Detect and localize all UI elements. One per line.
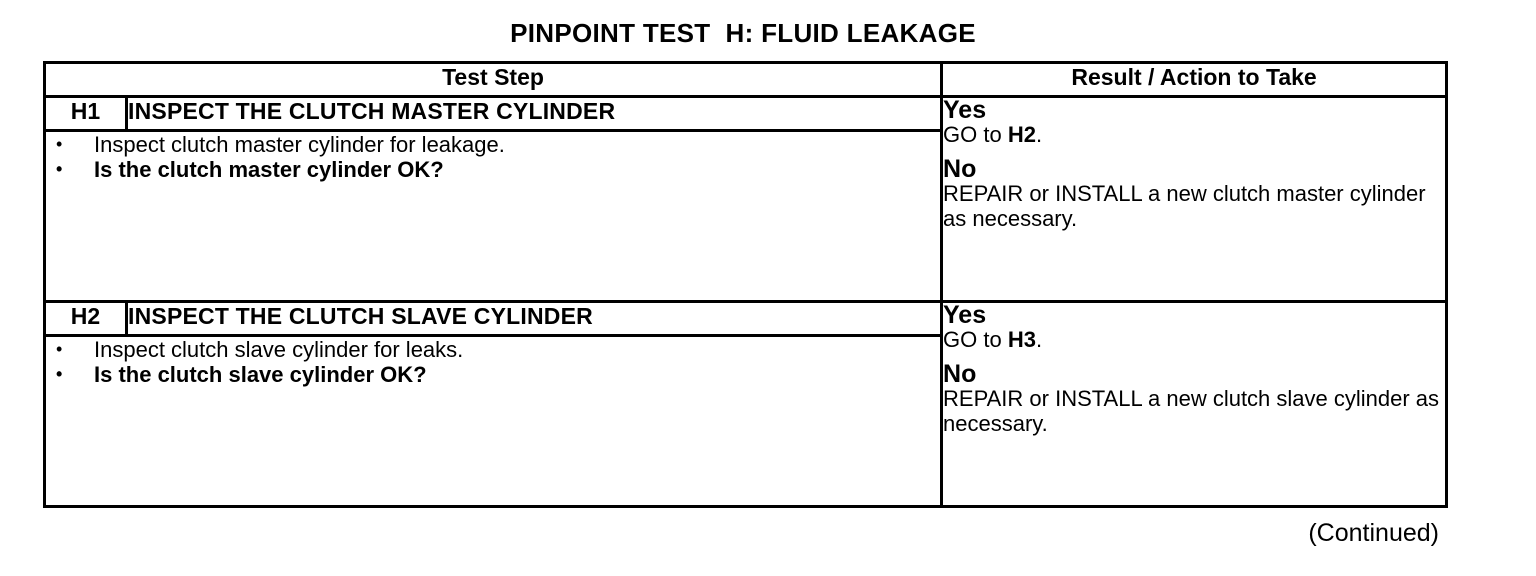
result-header: Result / Action to Take	[942, 63, 1447, 97]
step-result	[942, 302, 1447, 507]
yes-label: Yes	[943, 96, 987, 124]
instruction-text: Inspect clutch master cylinder for leakage.	[94, 132, 505, 157]
table-header-row	[45, 63, 1447, 97]
question-text: Is the clutch master cylinder OK?	[94, 157, 444, 182]
question-text: Is the clutch slave cylinder OK?	[94, 362, 427, 387]
no-action: REPAIR or INSTALL a new clutch slave cylinder as necessary.	[943, 386, 1440, 436]
step-id: H2	[45, 302, 127, 336]
no-action: REPAIR or INSTALL a new clutch master cylinder as necessary.	[943, 181, 1426, 231]
no-label: No	[943, 360, 977, 388]
step-body	[45, 131, 942, 302]
yes-action-text: GO to	[943, 122, 1008, 147]
yes-action	[943, 122, 1445, 147]
yes-action-suffix: .	[1035, 122, 1043, 147]
bullet-icon: •	[56, 364, 63, 384]
step-title: INSPECT THE CLUTCH MASTER CYLINDER	[127, 97, 942, 131]
yes-label: Yes	[943, 301, 987, 329]
no-label: No	[943, 155, 977, 183]
step-title: INSPECT THE CLUTCH SLAVE CYLINDER	[127, 302, 942, 336]
pinpoint-test-table	[43, 61, 1448, 508]
instruction-item	[46, 132, 940, 157]
bullet-icon: •	[56, 339, 63, 359]
step-instructions	[46, 337, 940, 387]
step-result	[942, 97, 1447, 302]
instruction-text: Inspect clutch slave cylinder for leaks.	[94, 337, 464, 362]
bullet-icon: •	[56, 159, 63, 179]
step-title-row	[45, 97, 1447, 131]
yes-action-target: H2	[1007, 122, 1036, 147]
step-instructions	[46, 132, 940, 182]
step-body	[45, 336, 942, 507]
instruction-item	[46, 337, 940, 362]
yes-action-text: GO to	[943, 327, 1008, 352]
continued-note: (Continued)	[1308, 519, 1439, 547]
step-id: H1	[45, 97, 127, 131]
yes-action-target: H3	[1007, 327, 1036, 352]
test-step-header: Test Step	[45, 63, 942, 97]
instruction-question	[46, 362, 940, 387]
page-title: PINPOINT TEST H: FLUID LEAKAGE	[510, 18, 976, 48]
bullet-icon: •	[56, 134, 63, 154]
yes-action-suffix: .	[1035, 327, 1043, 352]
instruction-question	[46, 157, 940, 182]
yes-action	[943, 327, 1445, 352]
step-title-row	[45, 302, 1447, 336]
